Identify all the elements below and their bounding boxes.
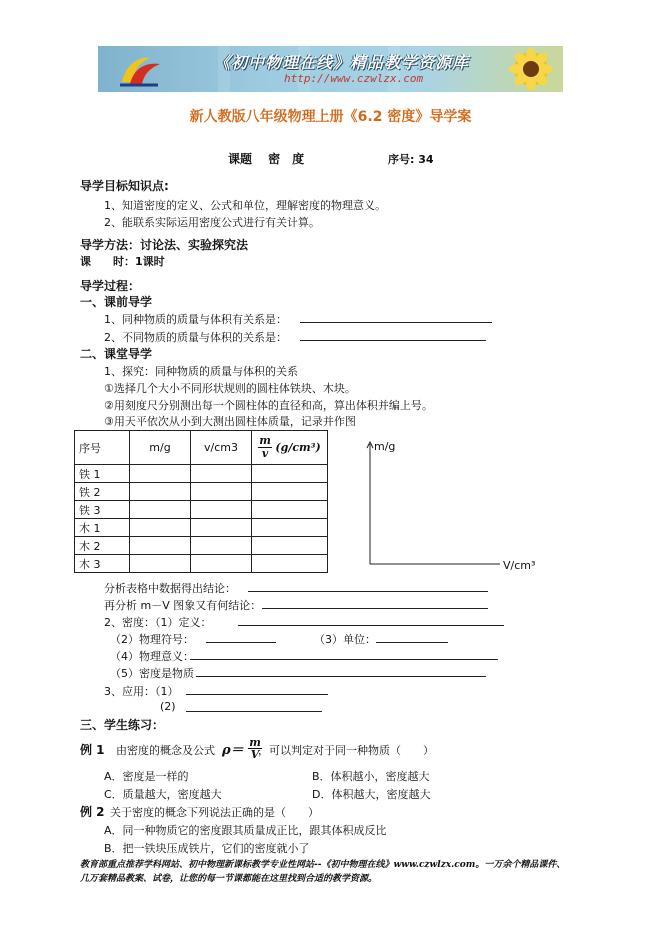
option-b[interactable]: B．把一铁块压成铁片，它们的密度就小了 [104,842,310,855]
step-3: ③用天平依次从小到大测出圆柱体质量，记录并作图 [104,415,356,428]
formula-denominator: V [250,748,260,761]
answer-blank[interactable] [186,694,328,695]
explore-line: 1、探究：同种物质的质量与体积的关系 [104,365,298,378]
table-row [75,555,328,573]
step-1: ①选择几个大小不同形状规则的圆柱体铁块、木块。 [104,382,356,395]
answer-blank[interactable] [248,591,488,592]
option-a[interactable]: A．同一种物质它的密度跟其质量成正比，跟其体积成反比 [104,824,387,837]
header-banner [98,46,563,92]
banner-url[interactable]: http://www.czwlzx.com [284,72,424,85]
lesson-serial: 序号: 34 [388,153,434,166]
table-cell[interactable] [130,537,191,555]
table-cell[interactable] [252,483,328,501]
answer-blank[interactable] [206,642,276,643]
mv-graph-axes [360,436,540,576]
table-cell[interactable] [191,519,252,537]
table-cell[interactable] [252,501,328,519]
table-row [75,483,328,501]
footer-line-1: 教育部重点推荐学科网站、初中物理新课标教学专业性网站--《初中物理在线》www.czwlzx.com。一万余个精品课件、 [80,860,566,870]
column-header: 序号 [75,431,130,465]
lesson-topic: 课题 密 度 [228,152,305,166]
section-1-heading: 一、课前导学 [80,295,153,309]
question-1: 1、同种物质的质量与体积有关系是： [104,313,287,326]
answer-blank[interactable] [300,340,486,341]
sunflower-icon [497,48,557,90]
table-row [75,501,328,519]
row-label: 铁 2 [75,483,130,501]
banner-title: 《初中物理在线》精品教学资源库 [214,53,470,72]
question-2: 2、不同物质的质量与体积的关系是： [104,331,287,344]
table-header-row [75,431,328,465]
ratio-numerator: m [259,434,271,447]
application-1: 3、应用：（1） [104,685,179,698]
density-formula [222,737,262,760]
table-cell[interactable] [130,465,191,483]
process-heading: 导学过程： [80,279,141,293]
section-3-heading: 三、学生练习： [80,718,165,732]
table-cell[interactable] [191,483,252,501]
row-label: 木 2 [75,537,130,555]
goal-item: 1、知道密度的定义、公式和单位，理解密度的物理意义。 [104,199,386,212]
table-row [75,537,328,555]
answer-blank[interactable] [376,642,448,643]
answer-blank[interactable] [186,711,322,712]
density-symbol: （2）物理符号： [110,633,194,646]
row-label: 铁 3 [75,501,130,519]
table-cell[interactable] [191,465,252,483]
column-header: v/cm3 [191,431,252,465]
application-2: (2) [160,700,176,713]
option-a[interactable]: A．密度是一样的 [104,770,189,783]
row-label: 木 1 [75,519,130,537]
example-1-prefix: 由密度的概念及公式 [116,744,215,757]
density-property: （5）密度是物质 [110,667,194,680]
example-2-label: 例 2 [80,805,105,819]
goal-item: 2、能联系实际运用密度公式进行有关计算。 [104,216,320,229]
option-d[interactable]: D．体积越大，密度越大 [312,788,431,801]
option-c[interactable]: C．质量越大，密度越大 [104,788,222,801]
answer-blank[interactable] [190,659,498,660]
table-cell[interactable] [252,465,328,483]
row-label: 铁 1 [75,465,130,483]
formula-lhs: ρ＝ [222,743,244,758]
table-cell[interactable] [130,483,191,501]
formula-numerator: m [249,736,261,749]
table-cell[interactable] [252,519,328,537]
goals-heading: 导学目标知识点: [80,179,169,193]
analysis-1: 分析表格中数据得出结论： [104,582,236,595]
graph-x-label: V/cm³ [503,559,536,572]
column-header: m/g [130,431,191,465]
row-label: 木 3 [75,555,130,573]
document-title: 新人教版八年级物理上册《6.2 密度》导学案 [189,109,472,125]
ratio-denominator: v [261,447,269,460]
table-cell[interactable] [252,537,328,555]
analysis-2: 再分析 m－V 图象又有何结论： [104,599,262,612]
hours-line: 课 时：1课时 [80,255,165,268]
table-cell[interactable] [191,537,252,555]
example-1-suffix: ，可以判定对于同一种物质（ ） [258,744,434,757]
example-2-question: 关于密度的概念下列说法正确的是（ ） [110,806,319,819]
answer-blank[interactable] [262,608,488,609]
answer-blank[interactable] [300,322,492,323]
option-b[interactable]: B．体积越小，密度越大 [312,770,430,783]
density-definition: 2、密度：（1）定义： [104,616,212,629]
table-cell[interactable] [252,555,328,573]
density-meaning: （4）物理意义： [110,650,194,663]
answer-blank[interactable] [238,625,504,626]
data-table [74,430,328,573]
example-1-label: 例 1 [80,743,105,757]
answer-blank[interactable] [196,676,486,677]
density-unit: （3）单位： [314,633,376,646]
footer-line-2: 几万套精品教案、试卷，让您的每一节课都能在这里找到合适的教学资源。 [80,874,378,884]
method-line: 导学方法：讨论法、实验探究法 [80,238,249,252]
section-2-heading: 二、课堂导学 [80,347,153,361]
graph-y-label: m/g [374,440,396,453]
table-cell[interactable] [130,555,191,573]
logo-icon [116,52,164,88]
ratio-header [252,431,328,465]
ratio-unit: (g/cm³) [275,441,321,454]
table-row [75,519,328,537]
table-cell[interactable] [130,519,191,537]
table-cell[interactable] [191,555,252,573]
step-2: ②用刻度尺分别测出每一个圆柱体的直径和高，算出体积并编上号。 [104,399,433,412]
table-cell[interactable] [191,501,252,519]
table-cell[interactable] [130,501,191,519]
table-row [75,465,328,483]
